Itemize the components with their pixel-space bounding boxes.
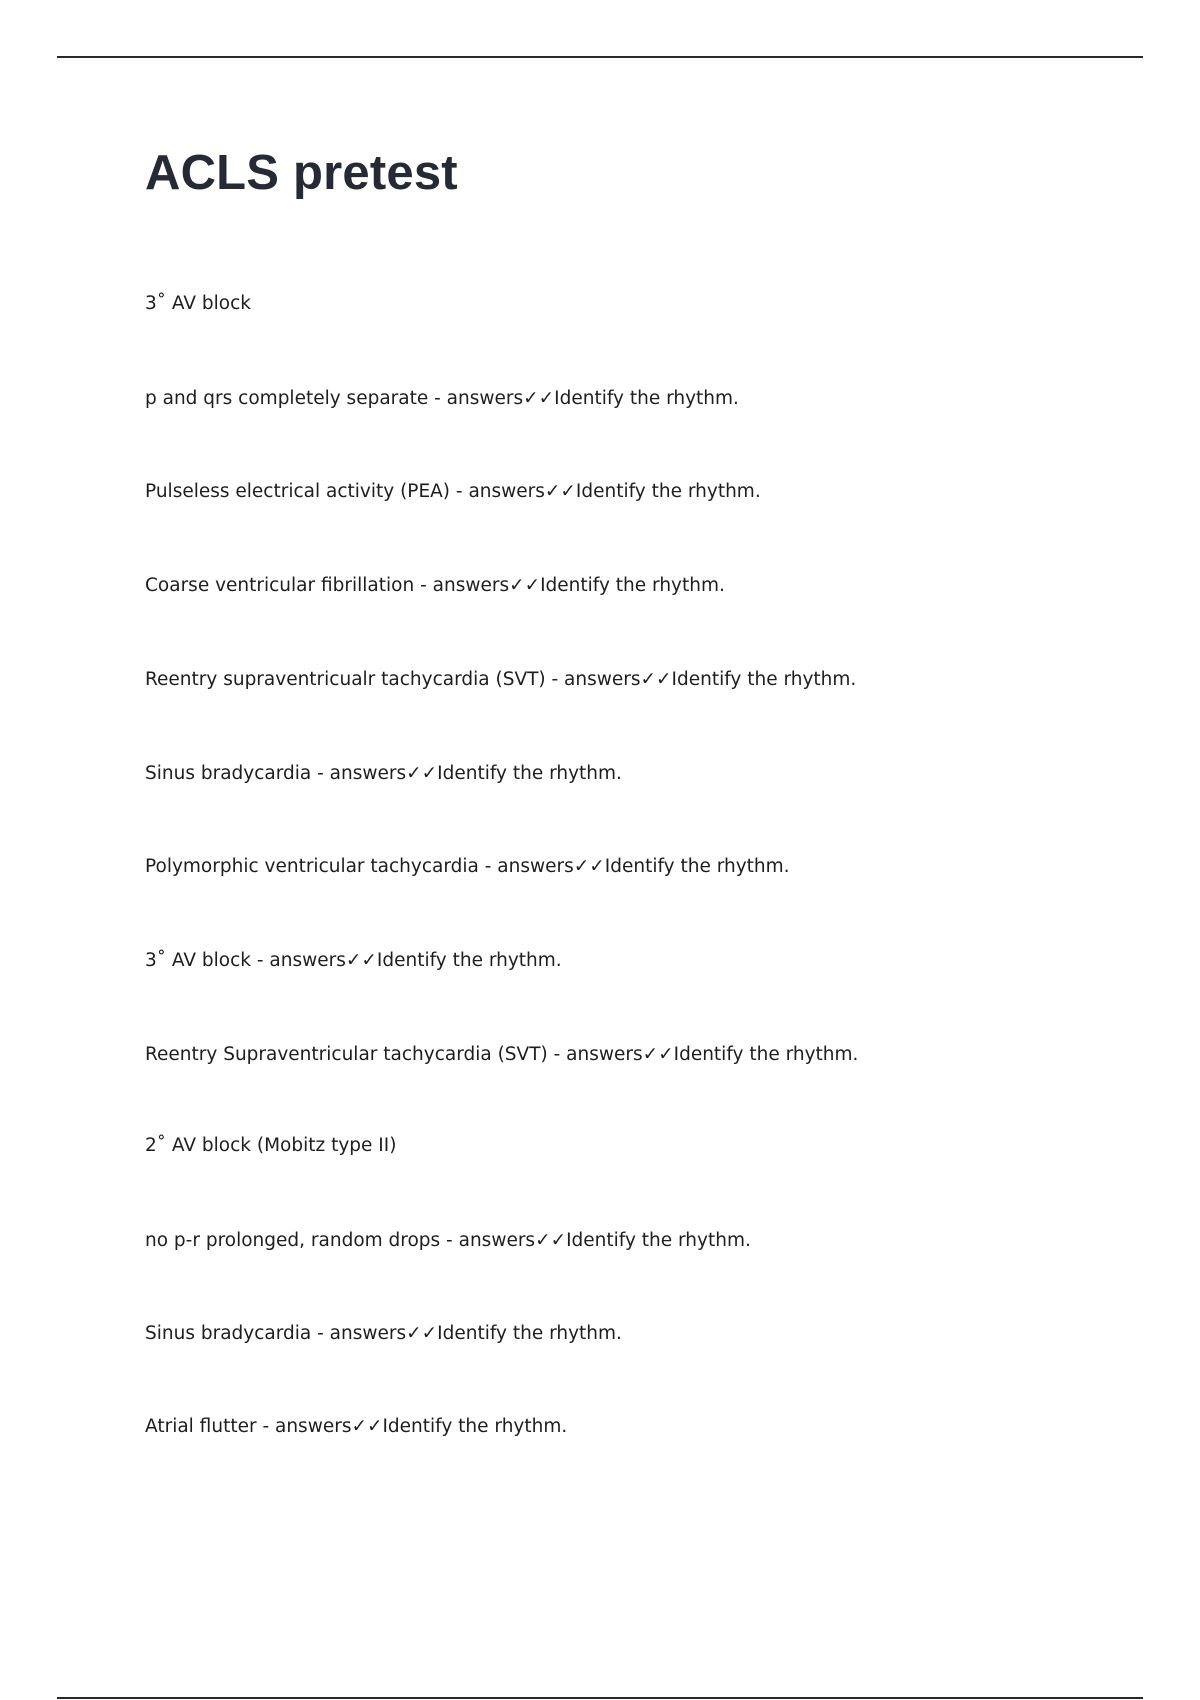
text-line: Sinus bradycardia - answers✓✓Identify the rhythm. [145, 1323, 622, 1344]
text-line: Reentry supraventricualr tachycardia (SVT) - answers✓✓Identify the rhythm. [145, 669, 857, 690]
text-line: Atrial flutter - answers✓✓Identify the rhythm. [145, 1416, 568, 1437]
text-line: Pulseless electrical activity (PEA) - answers✓✓Identify the rhythm. [145, 481, 761, 502]
text-line: Polymorphic ventricular tachycardia - answers✓✓Identify the rhythm. [145, 856, 790, 877]
text-line: Coarse ventricular fibrillation - answers✓✓Identify the rhythm. [145, 575, 725, 596]
text-line: p and qrs completely separate - answers✓✓Identify the rhythm. [145, 388, 739, 409]
text-line: Reentry Supraventricular tachycardia (SVT) - answers✓✓Identify the rhythm. [145, 1044, 859, 1065]
document-title: ACLS pretest [145, 146, 458, 200]
text-line: 3˚ AV block - answers✓✓Identify the rhythm. [145, 950, 562, 971]
bottom-divider [57, 1697, 1143, 1699]
text-line: no p-r prolonged, random drops - answers✓✓Identify the rhythm. [145, 1230, 751, 1251]
top-divider [57, 56, 1143, 58]
text-line: 3˚ AV block [145, 293, 251, 314]
text-line: Sinus bradycardia - answers✓✓Identify the rhythm. [145, 763, 622, 784]
text-line: 2˚ AV block (Mobitz type II) [145, 1135, 397, 1156]
